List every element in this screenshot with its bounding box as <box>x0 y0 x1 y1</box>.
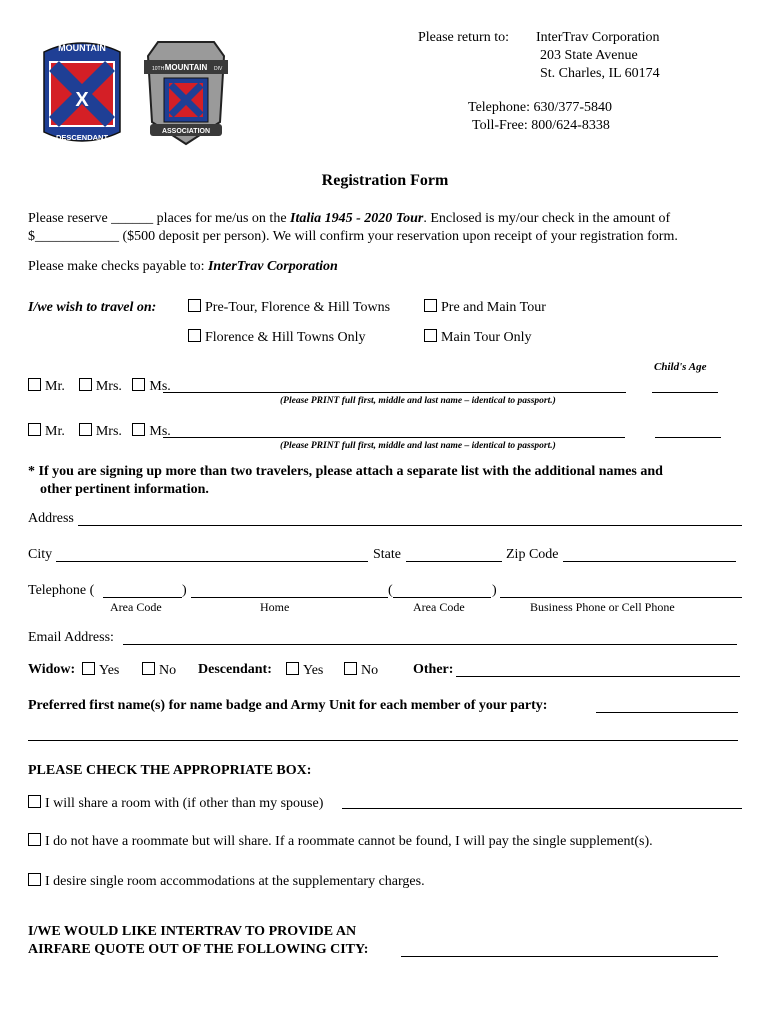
airfare-line-2: AIRFARE QUOTE OUT OF THE FOLLOWING CITY: <box>28 942 369 957</box>
checkbox-icon[interactable] <box>424 299 437 312</box>
patch-number: X <box>75 89 89 111</box>
airfare-city-field[interactable] <box>401 956 718 957</box>
traveler-2-title[interactable]: Mr. Mrs. Ms. <box>28 423 171 440</box>
option-main-only[interactable]: Main Tour Only <box>424 329 532 346</box>
svg-text:MOUNTAIN: MOUNTAIN <box>58 43 106 53</box>
payable-line: Please make checks payable to: InterTrav Corporation <box>28 259 338 274</box>
svg-text:DESCENDANT: DESCENDANT <box>55 133 109 142</box>
intro-line-1: Please reserve ______ places for me/us on the Italia 1945 - 2020 Tour. Enclosed is my/our check in the amount of <box>28 211 671 226</box>
zip-field[interactable] <box>563 561 736 562</box>
other-field[interactable] <box>456 676 740 677</box>
checkbox-icon[interactable] <box>188 329 201 342</box>
airfare-line-1: I/WE WOULD LIKE INTERTRAV TO PROVIDE AN <box>28 924 357 939</box>
city-field[interactable] <box>56 561 368 562</box>
name-badge-field-2[interactable] <box>28 740 738 741</box>
paren-close: ) <box>182 583 187 598</box>
svg-text:DIV: DIV <box>214 66 223 72</box>
home-caption: Home <box>260 600 290 614</box>
traveler-1-age-field[interactable] <box>652 392 718 393</box>
descendant-no[interactable]: No <box>344 662 378 679</box>
widow-yes[interactable]: Yes <box>82 662 119 679</box>
business-phone-field[interactable] <box>500 597 742 598</box>
checkbox-icon[interactable] <box>188 299 201 312</box>
zip-label: Zip Code <box>506 547 559 562</box>
check-box-heading: PLEASE CHECK THE APPROPRIATE BOX: <box>28 763 312 778</box>
email-label: Email Address: <box>28 630 114 645</box>
tour-name: Italia 1945 - 2020 Tour <box>290 211 424 226</box>
state-label: State <box>373 547 401 562</box>
room-option-will-share[interactable]: I do not have a roommate but will share. If a roommate cannot be found, I will pay the single supplement(s). <box>28 833 653 850</box>
payable-to: InterTrav Corporation <box>207 259 338 274</box>
paren-open: ( <box>388 583 393 598</box>
division-association-badge-logo <box>144 36 228 148</box>
business-caption: Business Phone or Cell Phone <box>530 600 675 614</box>
home-area-code-field[interactable] <box>103 597 182 598</box>
area-code-caption-2: Area Code <box>413 600 465 614</box>
other-label: Other: <box>413 662 454 677</box>
state-field[interactable] <box>406 561 502 562</box>
svg-text:MOUNTAIN: MOUNTAIN <box>164 63 208 72</box>
area-code-caption: Area Code <box>110 600 162 614</box>
name-badge-label: Preferred first name(s) for name badge and Army Unit for each member of your party: <box>28 698 548 713</box>
travel-label: I/we wish to travel on: <box>28 300 157 315</box>
roommate-name-field[interactable] <box>342 808 742 809</box>
room-option-share-with[interactable]: I will share a room with (if other than my spouse) <box>28 795 323 812</box>
passport-note: (Please PRINT full first, middle and last name – identical to passport.) <box>280 396 556 406</box>
email-field[interactable] <box>123 644 737 645</box>
checkbox-icon[interactable] <box>28 795 41 808</box>
descendant-label: Descendant: <box>198 662 272 677</box>
company-telephone: Telephone: 630/377-5840 <box>468 100 613 115</box>
name-badge-field[interactable] <box>596 712 738 713</box>
paren-close: ) <box>492 583 497 598</box>
company-city: St. Charles, IL 60174 <box>540 66 660 81</box>
city-label: City <box>28 547 53 562</box>
business-area-code-field[interactable] <box>393 597 491 598</box>
home-phone-field[interactable] <box>191 597 388 598</box>
intro-line-2: $____________ ($500 deposit per person). We will confirm your reservation upon receipt of your registration form. <box>28 229 678 244</box>
telephone-label: Telephone ( <box>28 583 95 598</box>
widow-label: Widow: <box>28 662 76 677</box>
room-option-single[interactable]: I desire single room accommodations at the supplementary charges. <box>28 873 425 890</box>
option-florence-only[interactable]: Florence & Hill Towns Only <box>188 329 366 346</box>
traveler-2-age-field[interactable] <box>655 437 721 438</box>
option-pre-and-main[interactable]: Pre and Main Tour <box>424 299 546 316</box>
extra-travelers-note-2: other pertinent information. <box>40 482 209 497</box>
checkbox-icon[interactable] <box>424 329 437 342</box>
page-title: Registration Form <box>321 172 449 189</box>
checkbox-icon[interactable] <box>28 873 41 886</box>
childs-age-header: Child's Age <box>654 361 707 373</box>
widow-no[interactable]: No <box>142 662 176 679</box>
address-label: Address <box>28 511 74 526</box>
descendant-yes[interactable]: Yes <box>286 662 323 679</box>
company-street: 203 State Avenue <box>540 48 638 63</box>
svg-text:10TH: 10TH <box>152 66 165 72</box>
traveler-1-name-field[interactable] <box>163 392 626 393</box>
svg-text:ASSOCIATION: ASSOCIATION <box>161 128 211 135</box>
traveler-1-title[interactable]: Mr. Mrs. Ms. <box>28 378 171 395</box>
mountain-descendant-patch-logo <box>40 32 124 152</box>
passport-note: (Please PRINT full first, middle and last name – identical to passport.) <box>280 441 556 451</box>
return-label: Please return to: <box>418 30 509 45</box>
company-name: InterTrav Corporation <box>536 30 660 45</box>
address-field[interactable] <box>78 525 742 526</box>
company-tollfree: Toll-Free: 800/624-8338 <box>472 118 610 133</box>
option-pre-tour[interactable]: Pre-Tour, Florence & Hill Towns <box>188 299 390 316</box>
checkbox-icon[interactable] <box>28 833 41 846</box>
traveler-2-name-field[interactable] <box>163 437 625 438</box>
extra-travelers-note: * If you are signing up more than two travelers, please attach a separate list with the additional names and <box>28 464 663 479</box>
